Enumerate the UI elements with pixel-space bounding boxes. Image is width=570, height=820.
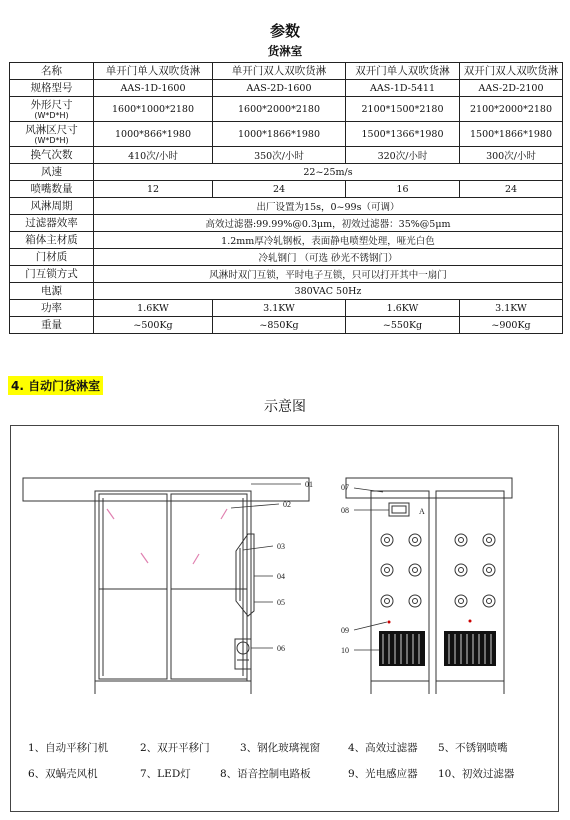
row-label-sub: (W*D*H) xyxy=(34,135,69,145)
legend-item: 1、自动平移门机 xyxy=(28,742,109,754)
table-cell: 16 xyxy=(346,181,460,198)
row-label xyxy=(10,215,94,232)
row-label-text: 功率 xyxy=(41,302,62,314)
nozzle-group xyxy=(381,534,495,607)
callout-07: 07 xyxy=(341,483,349,492)
nozzle-core xyxy=(459,568,464,573)
spec-table-body xyxy=(10,63,563,334)
nozzle-shape xyxy=(455,534,467,546)
table-cell: 出厂设置为15s，0~99s（可调） xyxy=(94,198,563,215)
nozzle-shape xyxy=(483,534,495,546)
table-row xyxy=(10,317,563,334)
nozzle-shape xyxy=(483,595,495,607)
prefilter-grille-right xyxy=(444,631,496,666)
table-cell: 24 xyxy=(460,181,563,198)
callout-04: 04 xyxy=(277,572,285,581)
table-cell: 1500*1366*1980 xyxy=(346,122,460,147)
callout-02: 02 xyxy=(283,500,291,509)
callout-10: 10 xyxy=(341,646,349,655)
callout-08: 08 xyxy=(341,506,349,515)
table-cell: 1.6KW xyxy=(346,300,460,317)
legend-item: 6、双蜗壳风机 xyxy=(28,768,98,780)
row-label xyxy=(10,80,94,97)
nozzle-core xyxy=(459,599,464,604)
row-label xyxy=(10,147,94,164)
row-label-text: 风速 xyxy=(41,166,62,178)
table-row xyxy=(10,249,563,266)
callout-05: 05 xyxy=(277,598,285,607)
column-header: 名称 xyxy=(10,63,94,80)
nozzle-core xyxy=(385,568,390,573)
row-label xyxy=(10,181,94,198)
table-cell: 2100*1500*2180 xyxy=(346,97,460,122)
row-label-text: 门材质 xyxy=(35,251,68,263)
row-label-text: 箱体主材质 xyxy=(25,234,78,246)
nozzle-core xyxy=(413,538,418,543)
table-cell: 3.1KW xyxy=(213,300,346,317)
table-cell: 24 xyxy=(213,181,346,198)
section-heading: 4. 自动门货淋室 xyxy=(8,376,103,395)
table-row xyxy=(10,283,563,300)
row-label-text: 风淋周期 xyxy=(30,200,73,212)
legend-item: 4、高效过滤器 xyxy=(348,742,418,754)
row-label-text: 外形尺寸 xyxy=(30,98,73,111)
row-label xyxy=(10,97,94,122)
table-row xyxy=(10,215,563,232)
callout-01: 01 xyxy=(305,480,313,489)
nozzle-core xyxy=(413,599,418,604)
legend-item: 8、语音控制电路板 xyxy=(220,768,311,780)
table-cell: ~550Kg xyxy=(346,317,460,334)
row-label xyxy=(10,232,94,249)
table-cell: 3.1KW xyxy=(460,300,563,317)
row-label-text: 电源 xyxy=(41,285,62,297)
table-cell: AAS-2D-1600 xyxy=(213,80,346,97)
row-label-sub: (W*D*H) xyxy=(34,110,69,120)
table-cell: ~900Kg xyxy=(460,317,563,334)
table-cell: 高效过滤器:99.99%@0.3μm，初效过滤器：35%@5μm xyxy=(94,215,563,232)
table-row xyxy=(10,266,563,283)
column-header: 单开门单人双吹货淋 xyxy=(94,63,213,80)
row-label-text: 换气次数 xyxy=(30,149,73,161)
left-door xyxy=(99,494,167,679)
row-label xyxy=(10,266,94,283)
nozzle-shape xyxy=(455,564,467,576)
table-row xyxy=(10,300,563,317)
legend-row-1 xyxy=(28,740,548,756)
row-label xyxy=(10,249,94,266)
table-cell: 冷轧钢门 （可选 砂光不锈钢门） xyxy=(94,249,563,266)
table-row xyxy=(10,181,563,198)
nozzle-core xyxy=(385,599,390,604)
table-cell: AAS-1D-1600 xyxy=(94,80,213,97)
nozzle-shape xyxy=(381,595,393,607)
table-title: 货淋室 xyxy=(267,44,303,58)
nozzle-shape xyxy=(381,564,393,576)
row-label-text: 喷嘴数量 xyxy=(30,183,73,195)
nozzle-core xyxy=(487,568,492,573)
legend-item: 5、不锈钢喷嘴 xyxy=(438,742,508,754)
nozzle-shape xyxy=(455,595,467,607)
column-header: 单开门双人双吹货淋 xyxy=(213,63,346,80)
table-row xyxy=(10,232,563,249)
legend-item: 7、LED灯 xyxy=(140,768,191,780)
nozzle-core xyxy=(487,538,492,543)
table-row xyxy=(10,198,563,215)
legend-item: 10、初效过滤器 xyxy=(438,768,515,780)
legend-item: 9、光电感应器 xyxy=(348,768,418,780)
table-cell: ~500Kg xyxy=(94,317,213,334)
table-row xyxy=(10,97,563,122)
row-label-text: 重量 xyxy=(41,319,62,331)
legend-item: 3、钢化玻璃视窗 xyxy=(240,742,321,754)
row-label-text: 门互锁方式 xyxy=(25,268,78,280)
prefilter-grille-left xyxy=(379,631,425,666)
table-cell: 1000*1866*1980 xyxy=(213,122,346,147)
nozzle-shape xyxy=(483,564,495,576)
table-cell: AAS-2D-2100 xyxy=(460,80,563,97)
table-header-row xyxy=(10,63,563,80)
row-label xyxy=(10,122,94,147)
callout-06: 06 xyxy=(277,644,285,653)
column-header: 双开门单人双吹货淋 xyxy=(346,63,460,80)
nozzle-core xyxy=(487,599,492,604)
nozzle-shape xyxy=(409,564,421,576)
legend-item: 2、双开平移门 xyxy=(140,742,210,754)
row-label-text: 规格型号 xyxy=(30,82,73,94)
row-label-text: 过滤器效率 xyxy=(25,217,78,229)
table-cell: 2100*2000*2180 xyxy=(460,97,563,122)
diagram-caption: 示意图 xyxy=(264,399,306,415)
panel-letter: A xyxy=(419,507,425,516)
table-cell: 22~25m/s xyxy=(94,164,563,181)
table-cell: 1000*866*1980 xyxy=(94,122,213,147)
table-row xyxy=(10,80,563,97)
row-label xyxy=(10,164,94,181)
table-cell: 风淋时双门互锁，平时电子互锁，只可以打开其中一扇门 xyxy=(94,266,563,283)
column-header: 双开门双人双吹货淋 xyxy=(460,63,563,80)
table-cell: 1600*2000*2180 xyxy=(213,97,346,122)
table-cell: AAS-1D-5411 xyxy=(346,80,460,97)
table-cell: 1600*1000*2180 xyxy=(94,97,213,122)
door-opening xyxy=(95,491,251,681)
table-row xyxy=(10,147,563,164)
row-label xyxy=(10,300,94,317)
nozzle-shape xyxy=(409,595,421,607)
row-label xyxy=(10,317,94,334)
table-cell: ~850Kg xyxy=(213,317,346,334)
callout-09: 09 xyxy=(341,626,349,635)
nozzle-core xyxy=(413,568,418,573)
table-row xyxy=(10,164,563,181)
page-title: 参数 xyxy=(269,22,300,40)
table-cell: 410次/小时 xyxy=(94,147,213,164)
table-cell: 1.2mm厚冷轧钢板，表面静电喷塑处理，哑光白色 xyxy=(94,232,563,249)
legend-row-2 xyxy=(28,766,548,782)
table-row xyxy=(10,122,563,147)
table-cell: 1500*1866*1980 xyxy=(460,122,563,147)
table-cell: 350次/小时 xyxy=(213,147,346,164)
table-cell: 380VAC 50Hz xyxy=(94,283,563,300)
nozzle-core xyxy=(459,538,464,543)
nozzle-core xyxy=(385,538,390,543)
nozzle-shape xyxy=(381,534,393,546)
top-header-box xyxy=(23,478,309,501)
table-cell: 1.6KW xyxy=(94,300,213,317)
table-cell: 320次/小时 xyxy=(346,147,460,164)
callout-03: 03 xyxy=(277,542,285,551)
spec-table xyxy=(9,62,563,334)
row-label-text: 风淋区尺寸 xyxy=(25,123,78,136)
nozzle-shape xyxy=(409,534,421,546)
table-cell: 12 xyxy=(94,181,213,198)
table-cell: 300次/小时 xyxy=(460,147,563,164)
row-label xyxy=(10,283,94,300)
row-label xyxy=(10,198,94,215)
